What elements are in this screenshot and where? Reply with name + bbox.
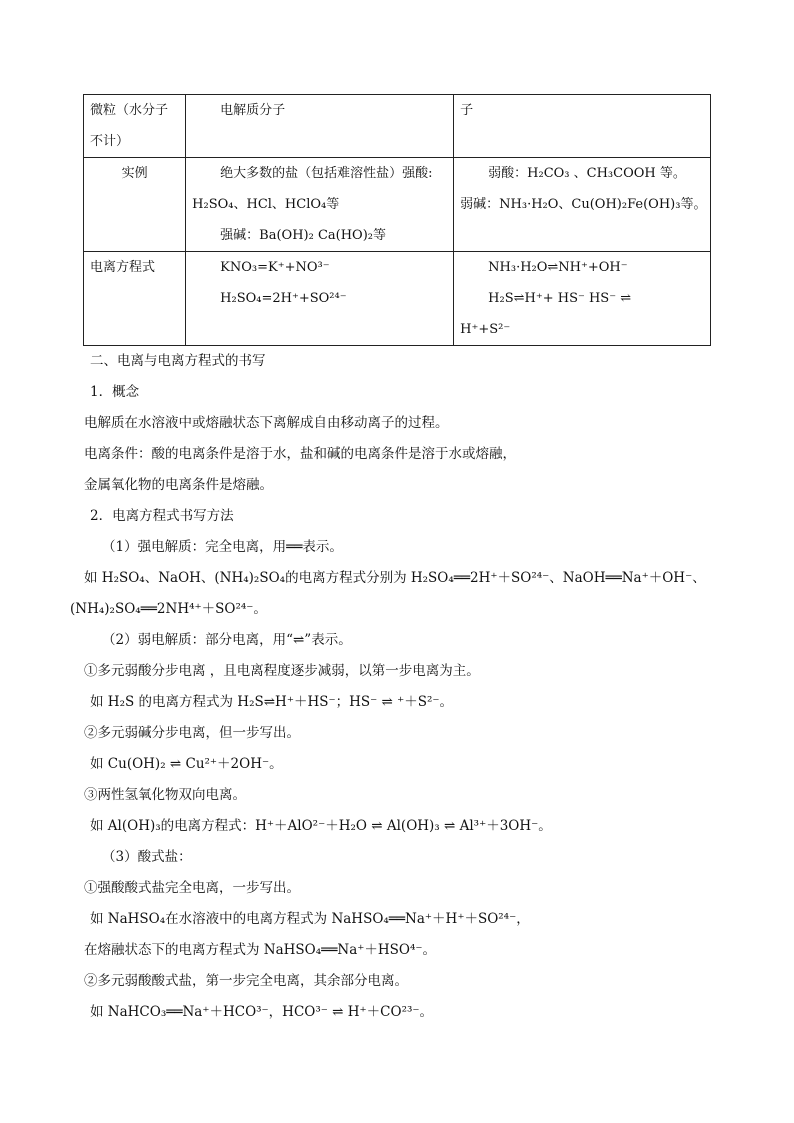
table-cell-weak-header [454, 95, 711, 158]
weak-equation-line1: NH₃·H₂O⇌NH⁺+OH⁻ [488, 260, 628, 275]
body-text [70, 346, 724, 1028]
weak-electrolyte-heading: （2）弱电解质：部分电离，用“⇌”表示。 [102, 632, 352, 648]
weak-item3: ③两性氢氧化物双向电离。 [84, 787, 246, 803]
table-cell-strong-header [186, 95, 454, 158]
table-cell-particle-label [84, 95, 186, 158]
table-cell-weak-examples [454, 158, 711, 252]
strong-examples-line2: H₂SO₄、HCl、HClO₄等 [192, 197, 340, 212]
particle-label-line2: 不计） [90, 134, 130, 149]
strong-example-line2: (NH₄)₂SO₄══2NH⁴⁺＋SO²⁴⁻。 [70, 601, 267, 617]
equations-label: 电离方程式 [90, 260, 156, 275]
weak-header-text: 子 [460, 103, 474, 118]
weak-item2: ②多元弱碱分步电离，但一步写出。 [84, 725, 300, 741]
weak-equation-line2: H₂S⇌H⁺+ HS⁻ HS⁻ ⇌ [488, 291, 632, 306]
weak-example3: 如 Al(OH)₃的电离方程式：H⁺＋AlO²⁻＋H₂O ⇌ Al(OH)₃ ⇌ Al³⁺＋3OH⁻。 [90, 818, 552, 834]
section-title: 二、电离与电离方程式的书写 [90, 353, 266, 369]
weak-item1: ①多元弱酸分步电离 ，且电离程度逐步减弱，以第一步电离为主。 [84, 663, 480, 679]
strong-header-text: 电解质分子 [220, 103, 286, 118]
strong-equation-line2: H₂SO₄=2H⁺+SO²⁴⁻ [220, 291, 347, 306]
electrolyte-table [83, 94, 711, 346]
acid-example2: 如 NaHCO₃══Na⁺＋HCO³⁻，HCO³⁻ ⇌ H⁺＋CO²³⁻。 [90, 1004, 434, 1020]
acid-example1b: 在熔融状态下的电离方程式为 NaHSO₄══Na⁺＋HSO⁴⁻。 [84, 942, 437, 958]
weak-examples-line2: 弱碱：NH₃·H₂O、Cu(OH)₂Fe(OH)₃等。 [460, 197, 707, 212]
table-row [84, 95, 711, 158]
examples-label: 实例 [121, 166, 148, 181]
method-heading: 2．电离方程式书写方法 [90, 508, 234, 524]
table-cell-strong-equations [186, 252, 454, 346]
acid-example1a: 如 NaHSO₄在水溶液中的电离方程式为 NaHSO₄══Na⁺＋H⁺＋SO²⁴⁻， [90, 911, 530, 927]
strong-electrolyte-heading: （1）强电解质：完全电离，用══表示。 [102, 539, 343, 555]
condition-line1: 电离条件：酸的电离条件是溶于水，盐和碱的电离条件是溶于水或熔融， [84, 446, 516, 462]
condition-line2: 金属氧化物的电离条件是熔融。 [84, 477, 273, 493]
strong-examples-line3: 强碱：Ba(OH)₂ Ca(HO)₂等 [220, 228, 386, 243]
concept-text: 电解质在水溶液中或熔融状态下离解成自由移动离子的过程。 [84, 415, 449, 431]
table-row [84, 252, 711, 346]
weak-examples-line1: 弱酸：H₂CO₃ 、CH₃COOH 等。 [488, 166, 686, 181]
table-cell-weak-equations [454, 252, 711, 346]
strong-example-line1: 如 H₂SO₄、NaOH、(NH₄)₂SO₄的电离方程式分别为 H₂SO₄══2H⁺＋SO²⁴⁻、NaOH══Na⁺＋OH⁻、 [84, 570, 706, 586]
table-cell-strong-examples [186, 158, 454, 252]
strong-equation-line1: KNO₃=K⁺+NO³⁻ [220, 260, 330, 275]
acid-item1: ①强酸酸式盐完全电离，一步写出。 [84, 880, 300, 896]
weak-equation-line3: H⁺+S²⁻ [460, 322, 511, 337]
particle-label-line1: 微粒（水分子 [90, 103, 169, 118]
strong-examples-line1: 绝大多数的盐（包括难溶性盐）强酸: [220, 166, 433, 181]
weak-example1: 如 H₂S 的电离方程式为 H₂S⇌H⁺＋HS⁻；HS⁻ ⇌ ⁺＋S²⁻。 [90, 694, 454, 710]
table-cell-examples-label [84, 158, 186, 252]
acid-item2: ②多元弱酸酸式盐，第一步完全电离，其余部分电离。 [84, 973, 408, 989]
acid-salt-heading: （3）酸式盐： [102, 849, 192, 865]
table-row [84, 158, 711, 252]
weak-example2: 如 Cu(OH)₂ ⇌ Cu²⁺＋2OH⁻。 [90, 756, 283, 772]
table-cell-equations-label [84, 252, 186, 346]
concept-heading: 1．概念 [90, 384, 140, 400]
